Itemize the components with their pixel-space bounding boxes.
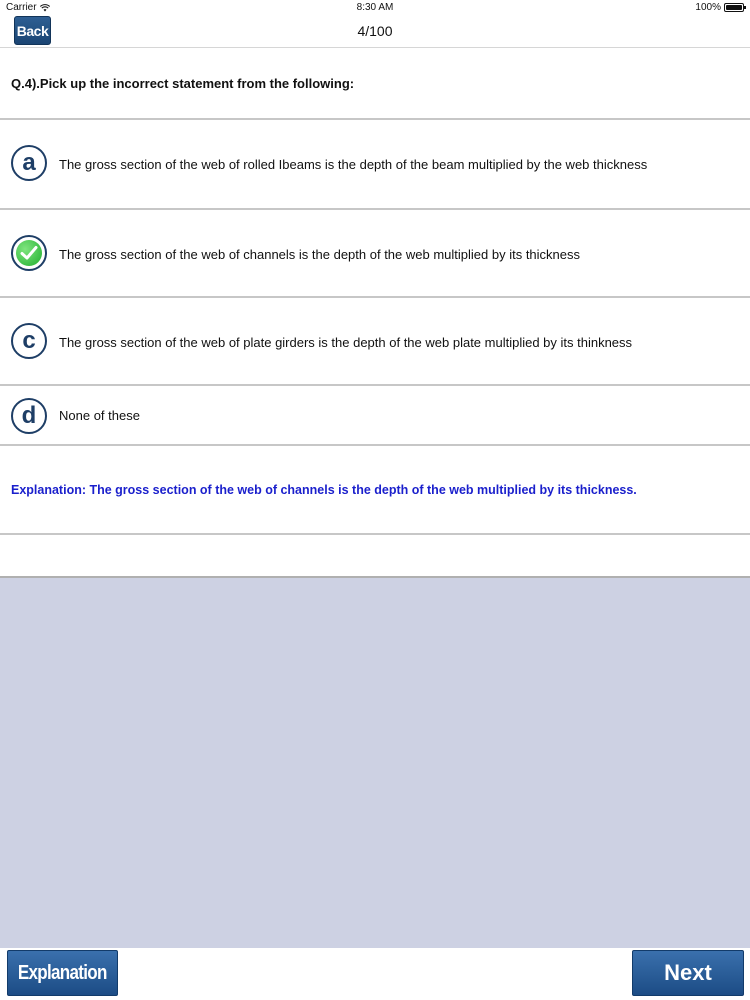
bottom-toolbar <box>0 948 750 1000</box>
checkmark-icon <box>11 235 47 271</box>
question-text: Q.4).Pick up the incorrect statement from the following: <box>11 76 355 91</box>
question-row <box>0 48 750 120</box>
empty-row <box>0 535 750 578</box>
next-button[interactable]: Next <box>632 950 744 996</box>
explanation-button[interactable] <box>7 950 118 996</box>
battery-icon <box>724 3 744 12</box>
option-b[interactable] <box>0 210 750 298</box>
option-a-text: The gross section of the web of rolled Ibeams is the depth of the beam multiplied by the web thickness <box>59 157 648 172</box>
option-a[interactable] <box>0 120 750 210</box>
explanation-panel <box>0 446 750 535</box>
option-c-text: The gross section of the web of plate girders is the depth of the web plate multiplied by its thinkness <box>59 335 633 350</box>
option-c[interactable] <box>0 298 750 386</box>
option-c-letter-icon: c <box>11 323 47 359</box>
battery-indicator <box>695 2 744 13</box>
option-d[interactable] <box>0 386 750 446</box>
option-d-letter-icon: d <box>11 398 47 434</box>
clock: 8:30 AM <box>356 2 394 13</box>
status-bar <box>0 0 750 16</box>
option-a-letter-icon: a <box>11 145 47 181</box>
question-counter: 4/100 <box>357 23 393 39</box>
battery-percent: 100% <box>695 2 721 13</box>
explanation-text: Explanation: The gross section of the web of channels is the depth of the web multiplied by its thickness. <box>11 483 637 497</box>
option-b-text: The gross section of the web of channels is the depth of the web multiplied by its thickness <box>59 247 581 262</box>
back-button[interactable]: Back <box>14 16 51 45</box>
explanation-button-label: Explanation <box>18 961 107 984</box>
carrier-label: Carrier <box>6 2 37 13</box>
nav-bar <box>0 16 750 48</box>
content-background <box>0 578 750 948</box>
option-d-text: None of these <box>59 408 140 423</box>
